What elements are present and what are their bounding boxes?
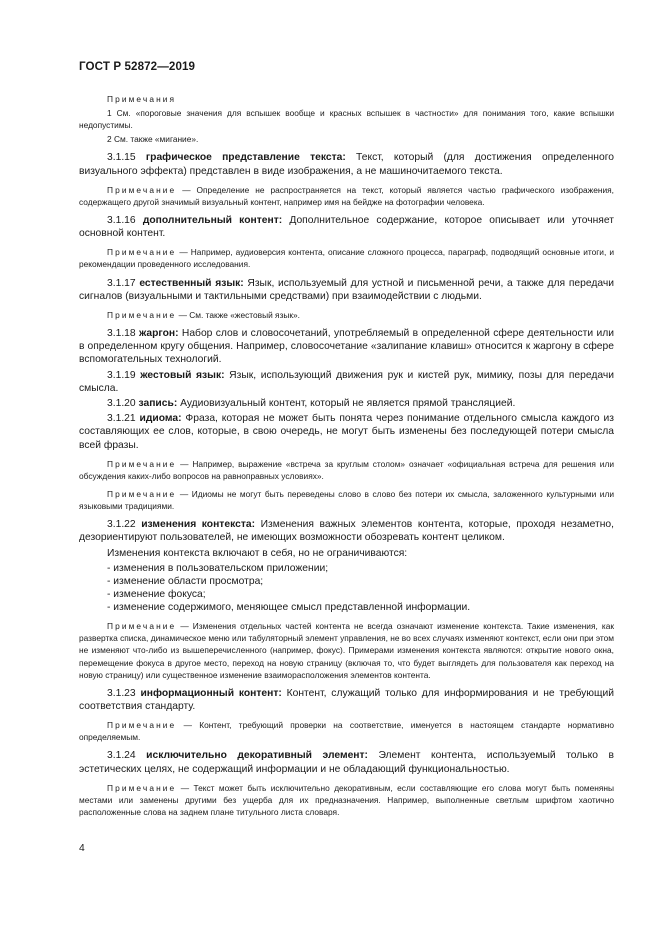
term-note: Примечание — См. также «жестовый язык». bbox=[107, 309, 300, 320]
term-entry: 3.1.24 исключительно декоративный элемент: Элемент контента, используемый только в эстетических целях, не содержащий информации и не обладающий функциональностью. bbox=[79, 750, 614, 775]
list-item: - изменения в пользовательском приложении; bbox=[107, 562, 329, 574]
term-title: жестовый язык: bbox=[140, 369, 225, 381]
page-number: 4 bbox=[79, 843, 85, 854]
note-item: 1 См. «пороговые значения для вспышек вообще и красных вспышек в частности» для понимания того, какие вспышки недопустимы. bbox=[79, 108, 614, 131]
term-entry: 3.1.16 дополнительный контент: Дополнительное содержание, которое описывает или уточняет основной контент. bbox=[79, 214, 614, 240]
term-title: запись: bbox=[138, 398, 178, 410]
term-title: изменения контекста: bbox=[141, 519, 256, 531]
term-entry: 3.1.23 информационный контент: Контент, служащий только для информирования и не требующий соответствия стандарту. bbox=[79, 687, 615, 712]
term-title: естественный язык: bbox=[139, 277, 244, 289]
term-list-intro: Изменения контекста включают в себя, но не ограничиваются: bbox=[107, 547, 408, 559]
term-entry: 3.1.15 графическое представление текста: Текст, который (для достижения определенного визуального эффекта) представлен в виде изображения, а не машиночитаемого текста. bbox=[79, 152, 614, 177]
term-title: исключительно декоративный элемент: bbox=[146, 750, 368, 762]
term-note: Примечание — Изменения отдельных частей контента не всегда означают изменение контекста. Такие изменения, как развертка списка, динамическое меню или табуляторный элемент управления, не во всех случаях изменяют контекст, если они при этом не изменяют что-либо из вышеперечисленного (например, фокус). Примерами изменения контекста являются: открытие нового окна, перемещение фокуса в другое место, переход на новую страницу (включая то, что будет выглядеть для пользователя как переход на новую страницу) или существенное изменение взаиморасположения элементов контента. bbox=[79, 621, 614, 680]
term-title: дополнительный контент: bbox=[142, 214, 283, 226]
term-title: информационный контент: bbox=[140, 687, 282, 699]
list-item: - изменение фокуса; bbox=[107, 589, 206, 601]
notes-heading: Примечания bbox=[107, 94, 177, 104]
term-entry: 3.1.17 естественный язык: Язык, используемый для устной и письменной речи, а также для передачи сигналов (визуальными и тактильными средствами) при взаимодействии с людьми. bbox=[79, 277, 614, 302]
term-note: Примечание — Текст может быть исключительно декоративным, если составляющие его слова могут быть поменяны местами или заменены другими без ущерба для их предназначения. Например, выполненные светлым шрифтом хаотично расположенные слова на заднем плане титульного листа словаря. bbox=[79, 782, 614, 817]
document-body bbox=[79, 93, 614, 824]
term-note: Примечание — Определение не распространяется на текст, который является частью графического изображения, содержащего другой значимый визуальный контент, например имя на бейдже на фотографии человека. bbox=[79, 184, 614, 207]
list-item: - изменение содержимого, меняющее смысл представленной информации. bbox=[107, 602, 471, 614]
term-entry: 3.1.20 запись: Аудиовизуальный контент, который не является прямой трансляцией. bbox=[107, 398, 516, 410]
term-note: Примечание — Например, аудиоверсия контента, описание сложного процесса, параграф, подводящий основные итоги, и рекомендации проведенного исследования. bbox=[79, 247, 615, 270]
list-item: - изменение области просмотра; bbox=[107, 575, 264, 587]
term-entry: 3.1.18 жаргон: Набор слов и словосочетаний, употребляемый в определенной сфере деятельности или в определенном кругу общения. Например, словосочетание «залипание клавиш» относится к жаргону в сфере вспомогательных технологий. bbox=[79, 328, 614, 366]
term-title: жаргон: bbox=[138, 328, 179, 340]
term-note: Примечание — Например, выражение «встреча за круглым столом» означает «официальная встреча для решения или обсуждения каких-либо вопросов на равноправных условиях». bbox=[79, 458, 614, 481]
note-item: 2 См. также «мигание». bbox=[107, 134, 199, 145]
term-note: Примечание — Идиомы не могут быть переведены слово в слово без потери их смысла, заложенного культурными или языковыми традициями. bbox=[79, 489, 615, 512]
term-title: идиома: bbox=[139, 413, 182, 425]
document-header-code: ГОСТ Р 52872—2019 bbox=[79, 60, 196, 73]
term-entry: 3.1.22 изменения контекста: Изменения важных элементов контента, которые, проходя незаметно, дезориентируют пользователей, не имеющих возможности обозревать контент целиком. bbox=[79, 519, 614, 544]
term-note: Примечание — Контент, требующий проверки на соответствие, именуется в настоящем стандарте нормативно определяемым. bbox=[79, 720, 614, 743]
term-title: графическое представление текста: bbox=[145, 152, 346, 164]
term-entry: 3.1.19 жестовый язык: Язык, использующий движения рук и кистей рук, мимику, позы для передачи смысла. bbox=[79, 369, 614, 394]
term-entry: 3.1.21 идиома: Фраза, которая не может быть понята через понимание отдельного смысла каждого из составляющих ее слов, которые, в свою очередь, не могут быть изменены без последующей потери смысла всей фразы. bbox=[79, 413, 614, 451]
